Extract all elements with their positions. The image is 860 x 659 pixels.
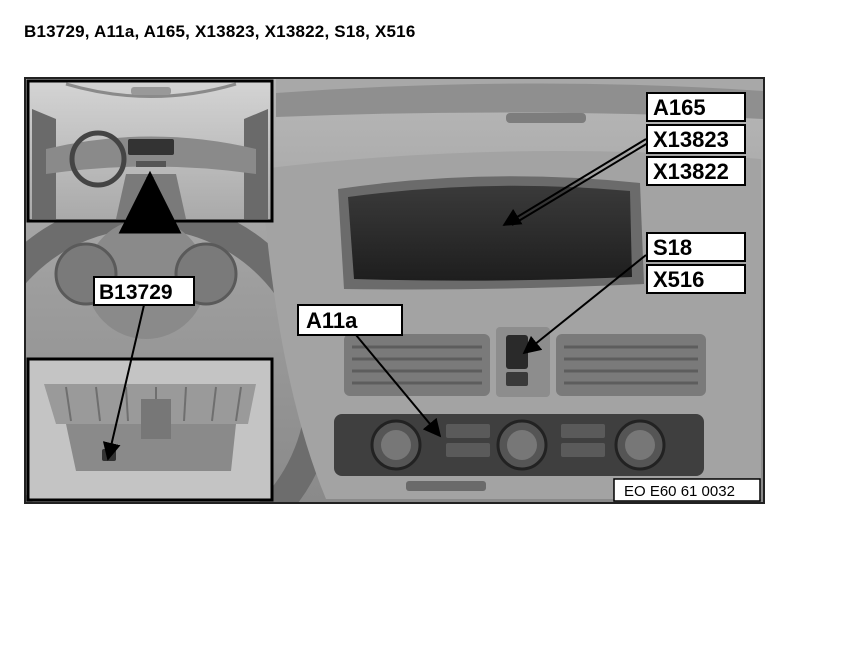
reference-code: EO E60 61 0032	[624, 483, 735, 500]
sensor-module-inset	[28, 359, 272, 500]
label-a165: A165	[653, 95, 706, 120]
callout-s18	[647, 233, 745, 261]
dashboard-illustration	[24, 77, 765, 504]
label-x13823: X13823	[653, 127, 729, 152]
control-display-screen	[348, 186, 632, 281]
right-air-vent	[556, 334, 706, 396]
callout-a11a	[298, 305, 402, 335]
reference-code-box	[614, 479, 760, 501]
interior-overview-inset	[28, 81, 272, 221]
label-a11a: A11a	[306, 308, 358, 333]
callout-x13822	[647, 157, 745, 185]
callout-b13729	[94, 277, 194, 305]
label-x516: X516	[653, 267, 705, 292]
left-air-vent	[344, 334, 490, 396]
callout-x13823	[647, 125, 745, 153]
label-b13729: B13729	[99, 281, 173, 304]
label-s18: S18	[653, 235, 693, 260]
callout-x516	[647, 265, 745, 293]
page-title: B13729, A11a, A165, X13823, X13822, S18, X516	[24, 22, 416, 41]
label-x13822: X13822	[653, 159, 729, 184]
callout-a165	[647, 93, 745, 121]
